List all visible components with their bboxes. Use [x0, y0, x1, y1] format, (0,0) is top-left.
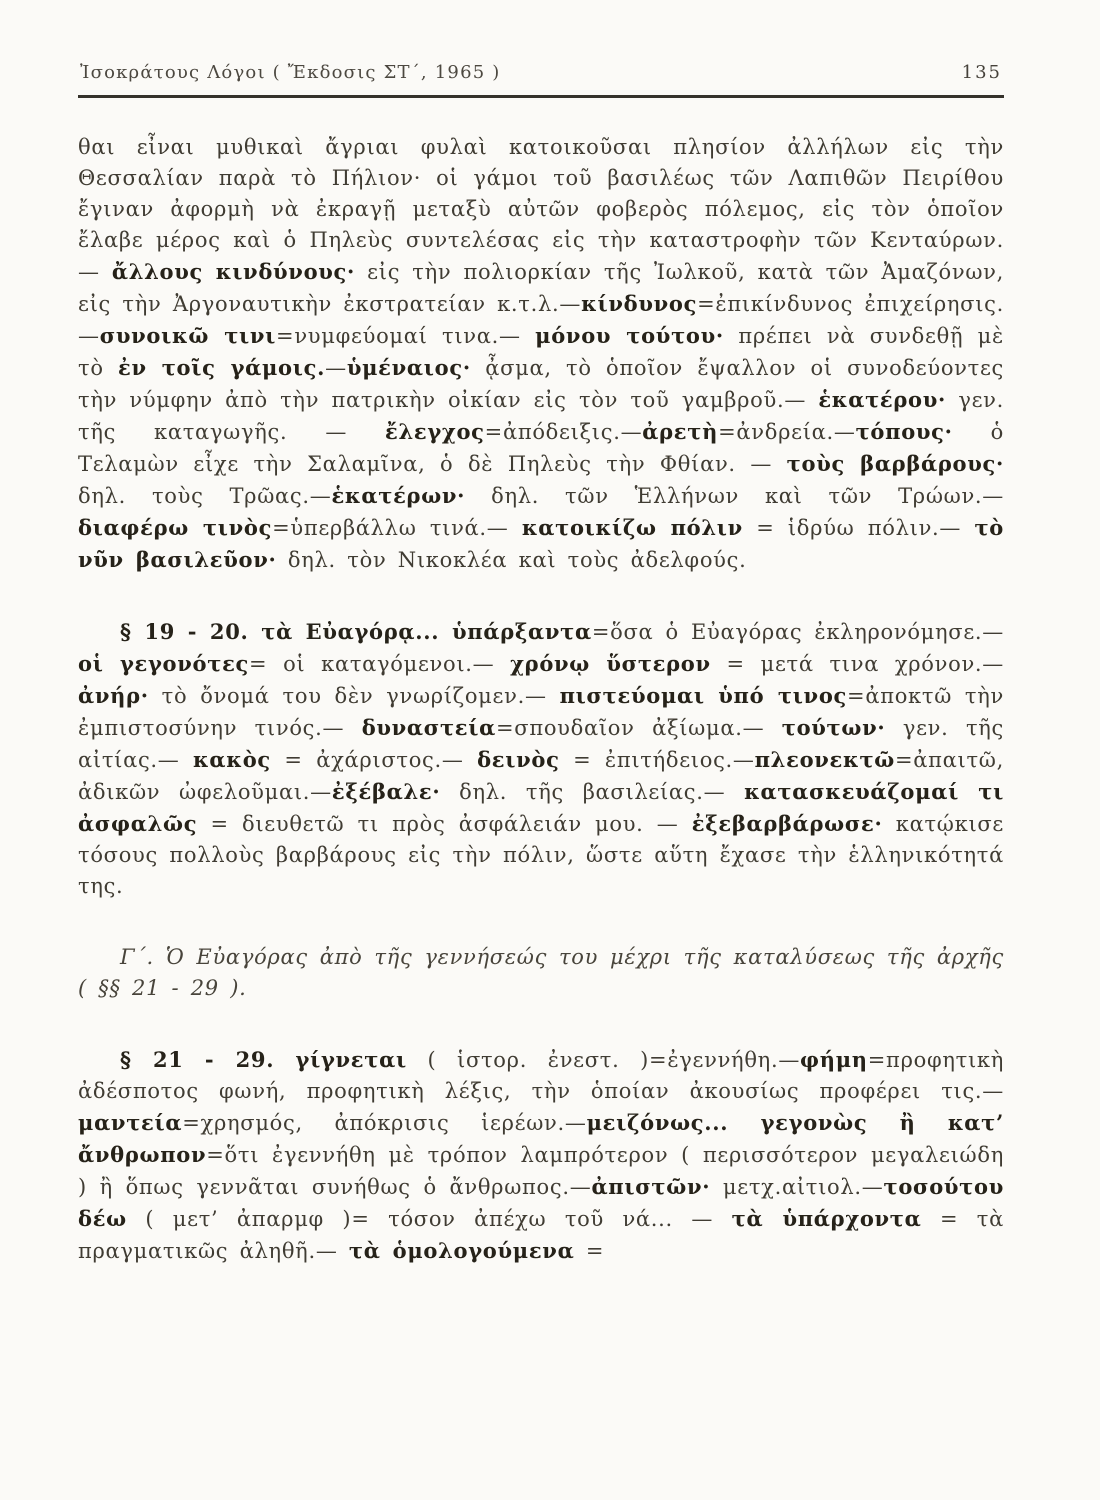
- commentary-text: γεν. τῆς αἰτίας.—: [78, 716, 1005, 772]
- commentary-text: =ἐπικίνδυνος ἐπιχείρησις.—: [78, 292, 1004, 348]
- commentary-text: δηλ. τῶν Ἑλλήνων καὶ τῶν Τρώων.—: [465, 484, 1005, 508]
- lemma-bold-text: ὑμέναιος·: [346, 355, 471, 380]
- lemma-bold-text: μειζόνως... γεγονὼς ἢ κατ’ ἄνθρωπον: [78, 1110, 1005, 1167]
- commentary-text: δηλ. τοὺς Τρῶας.—: [78, 484, 332, 508]
- running-header-title: Ἰσοκράτους Λόγοι ( Ἔκδοσις ΣΤ΄, 1965 ): [80, 62, 501, 83]
- commentary-text: —: [325, 356, 347, 380]
- lemma-bold-text: τοσούτου δέω: [78, 1174, 1004, 1231]
- commentary-text: =ἀνδρεία.—: [718, 420, 856, 444]
- commentary-text: = ἀχάριστος.—: [270, 748, 478, 772]
- commentary-text: =νυμφεύομαί τινα.—: [276, 324, 536, 348]
- commentary-text: εἰς τὴν πολιορκίαν τῆς Ἰωλκοῦ, κατὰ τῶν Ἀμαζόνων, εἰς τὴν Ἀργοναυτικὴν ἐκστρατείαν κ.τ.λ.—: [78, 260, 1005, 316]
- lemma-bold-text: συνοικῶ τινι: [99, 323, 277, 348]
- commentary-text: = τὰ πραγματικῶς ἀληθῆ.—: [78, 1207, 1004, 1263]
- lemma-bold-text: φήμη: [800, 1047, 868, 1072]
- commentary-text: =χρησμός, ἀπόκρισις ἱερέων.—: [182, 1111, 587, 1135]
- lemma-bold-text: μόνου τούτου·: [535, 323, 724, 348]
- lemma-bold-text: ἐν τοῖς γάμοις.: [118, 355, 326, 380]
- lemma-bold-text: ἀνήρ·: [78, 683, 149, 708]
- lemma-bold-text: δυναστεία: [361, 715, 496, 740]
- lemma-bold-text: ἐξεβαρβάρωσε·: [691, 811, 883, 836]
- lemma-bold-text: § 19 - 20. τὰ Εὐαγόρᾳ... ὑπάρξαντα: [120, 619, 592, 644]
- commentary-paragraph-21-29: [78, 1044, 1004, 1267]
- lemma-bold-text: τὰ ὁμολογούμενα: [348, 1238, 575, 1263]
- commentary-text: δηλ. τὸν Νικοκλέα καὶ τοὺς ἀδελφούς.: [276, 548, 747, 572]
- lemma-bold-text: τοὺς βαρβάρους·: [786, 451, 1004, 476]
- commentary-text: =προφητικὴ ἀδέσποτος φωνή, προφητικὴ λέξις, τὴν ὁποίαν ἀκουσίως προφέρει τις.—: [78, 1048, 1004, 1103]
- commentary-text: =ἀποκτῶ τὴν ἐμπιστοσύνην τινός.—: [78, 684, 1004, 740]
- lemma-bold-text: § 21 - 29. γίγνεται: [120, 1047, 407, 1072]
- lemma-bold-text: μαντεία: [78, 1110, 183, 1135]
- commentary-text: =ἀπόδειξις.—: [484, 420, 643, 444]
- lemma-bold-text: τὸ νῦν βασιλεῦον·: [78, 515, 1004, 572]
- page-number: 135: [961, 62, 1002, 83]
- commentary-text: ( μετ’ ἀπαρμφ )= τόσον ἀπέχω τοῦ νά... —: [126, 1207, 732, 1231]
- commentary-paragraph-continued: [78, 132, 1004, 576]
- lemma-bold-text: ἀρετὴ: [642, 419, 719, 444]
- lemma-bold-text: τούτων·: [781, 715, 886, 740]
- commentary-text: =ὅσα ὁ Εὐαγόρας ἐκληρονόμησε.—: [591, 620, 1004, 644]
- running-header: [78, 62, 1004, 95]
- commentary-text: κατῴκισε τόσους πολλοὺς βαρβάρους εἰς τὴν πόλιν, ὥστε αὕτη ἔχασε τὴν ἑλληνικότητά της.: [78, 812, 1004, 898]
- lemma-bold-text: ἐξέβαλε·: [331, 779, 441, 804]
- lemma-bold-text: τὰ ὑπάρχοντα: [731, 1206, 922, 1231]
- commentary-text: ( ἱστορ. ἐνεστ. )=ἐγεννήθη.—: [406, 1048, 801, 1072]
- header-rule: [78, 95, 1004, 98]
- section-heading-gamma: [78, 942, 1004, 1004]
- italic-heading-text: Γ΄. Ὁ Εὐαγόρας ἀπὸ τῆς γεννήσεώς του μέχρι τῆς καταλύσεως τῆς ἀρχῆς ( §§ 21 - 29 ).: [78, 945, 1004, 1000]
- lemma-bold-text: ἔλεγχος: [385, 419, 485, 444]
- lemma-bold-text: ἄλλους κινδύνους·: [111, 259, 356, 284]
- commentary-text: = ἐπιτήδειος.—: [559, 748, 755, 772]
- lemma-bold-text: κατασκευάζομαί τι ἀσφαλῶς: [78, 779, 1005, 836]
- commentary-text: =σπουδαῖον ἀξίωμα.—: [496, 716, 782, 740]
- lemma-bold-text: ἑκατέρων·: [331, 483, 466, 508]
- commentary-text: γεν. τῆς καταγωγῆς. —: [78, 388, 1005, 444]
- commentary-text: =ὑπερβάλλω τινά.—: [272, 516, 522, 540]
- commentary-text: = οἱ καταγόμενοι.—: [249, 652, 511, 676]
- lemma-bold-text: οἱ γεγονότες: [78, 651, 250, 676]
- lemma-bold-text: κακὸς: [192, 747, 271, 772]
- lemma-bold-text: τόπους·: [855, 419, 953, 444]
- commentary-text: =ὅτι ἐγεννήθη μὲ τρόπον λαμπρότερον ( περισσότερον μεγαλειώδη ) ἢ ὅπως γεννᾶται συνήθως ὁ ἄνθρωπος.—: [78, 1143, 1004, 1199]
- commentary-text: ᾆσμα, τὸ ὁποῖον ἔψαλλον οἱ συνοδεύοντες τὴν νύμφην ἀπὸ τὴν πατρικὴν οἰκίαν εἰς τὸν τοῦ γαμβροῦ.—: [78, 356, 1004, 412]
- commentary-text: =: [574, 1239, 605, 1263]
- lemma-bold-text: κίνδυνος: [581, 291, 698, 316]
- commentary-paragraph-19-20: [78, 616, 1004, 902]
- commentary-text: θαι εἶναι μυθικαὶ ἄγριαι φυλαὶ κατοικοῦσαι πλησίον ἀλλήλων εἰς τὴν Θεσσαλίαν παρὰ τὸ Πήλιον· οἱ γάμοι τοῦ βασιλέως τῶν Λαπιθῶν Πειρίθου ἔγιναν ἀφορμὴ νὰ ἐκραγῇ μεταξὺ αὐτῶν φοβερὸς πόλεμος, εἰς τὸν ὁποῖον ἔλαβε μέρος καὶ ὁ Πηλεὺς συντελέσας εἰς τὴν καταστροφὴν τῶν Κενταύρων. —: [78, 135, 1004, 284]
- lemma-bold-text: ἀπιστῶν·: [591, 1174, 711, 1199]
- commentary-text: = μετά τινα χρόνον.—: [710, 652, 1005, 676]
- commentary-text: ὁ Τελαμὼν εἶχε τὴν Σαλαμῖνα, ὁ δὲ Πηλεὺς τὴν Φθίαν. —: [78, 420, 1004, 476]
- lemma-bold-text: χρόνῳ ὕστερον: [510, 651, 711, 676]
- commentary-text: = διευθετῶ τι πρὸς ἀσφάλειάν μου. —: [197, 812, 692, 836]
- lemma-bold-text: πιστεύομαι ὑπό τινος: [559, 683, 848, 708]
- lemma-bold-text: διαφέρω τινὸς: [78, 515, 273, 540]
- lemma-bold-text: ἑκατέρου·: [818, 387, 947, 412]
- lemma-bold-text: πλεονεκτῶ: [754, 747, 895, 772]
- commentary-text: δηλ. τῆς βασιλείας.—: [440, 780, 745, 804]
- commentary-text: πρέπει νὰ συνδεθῇ μὲ τὸ: [78, 324, 1004, 380]
- lemma-bold-text: κατοικίζω πόλιν: [521, 515, 743, 540]
- commentary-text: μετχ.αἰτιολ.—: [710, 1175, 884, 1199]
- commentary-text: τὸ ὄνομά του δὲν γνωρίζομεν.—: [148, 684, 560, 708]
- commentary-text: =ἀπαιτῶ, ἀδικῶν ὠφελοῦμαι.—: [78, 748, 1004, 804]
- page-content: [78, 62, 1004, 1267]
- commentary-text: = ἱδρύω πόλιν.—: [742, 516, 975, 540]
- lemma-bold-text: δεινὸς: [477, 747, 560, 772]
